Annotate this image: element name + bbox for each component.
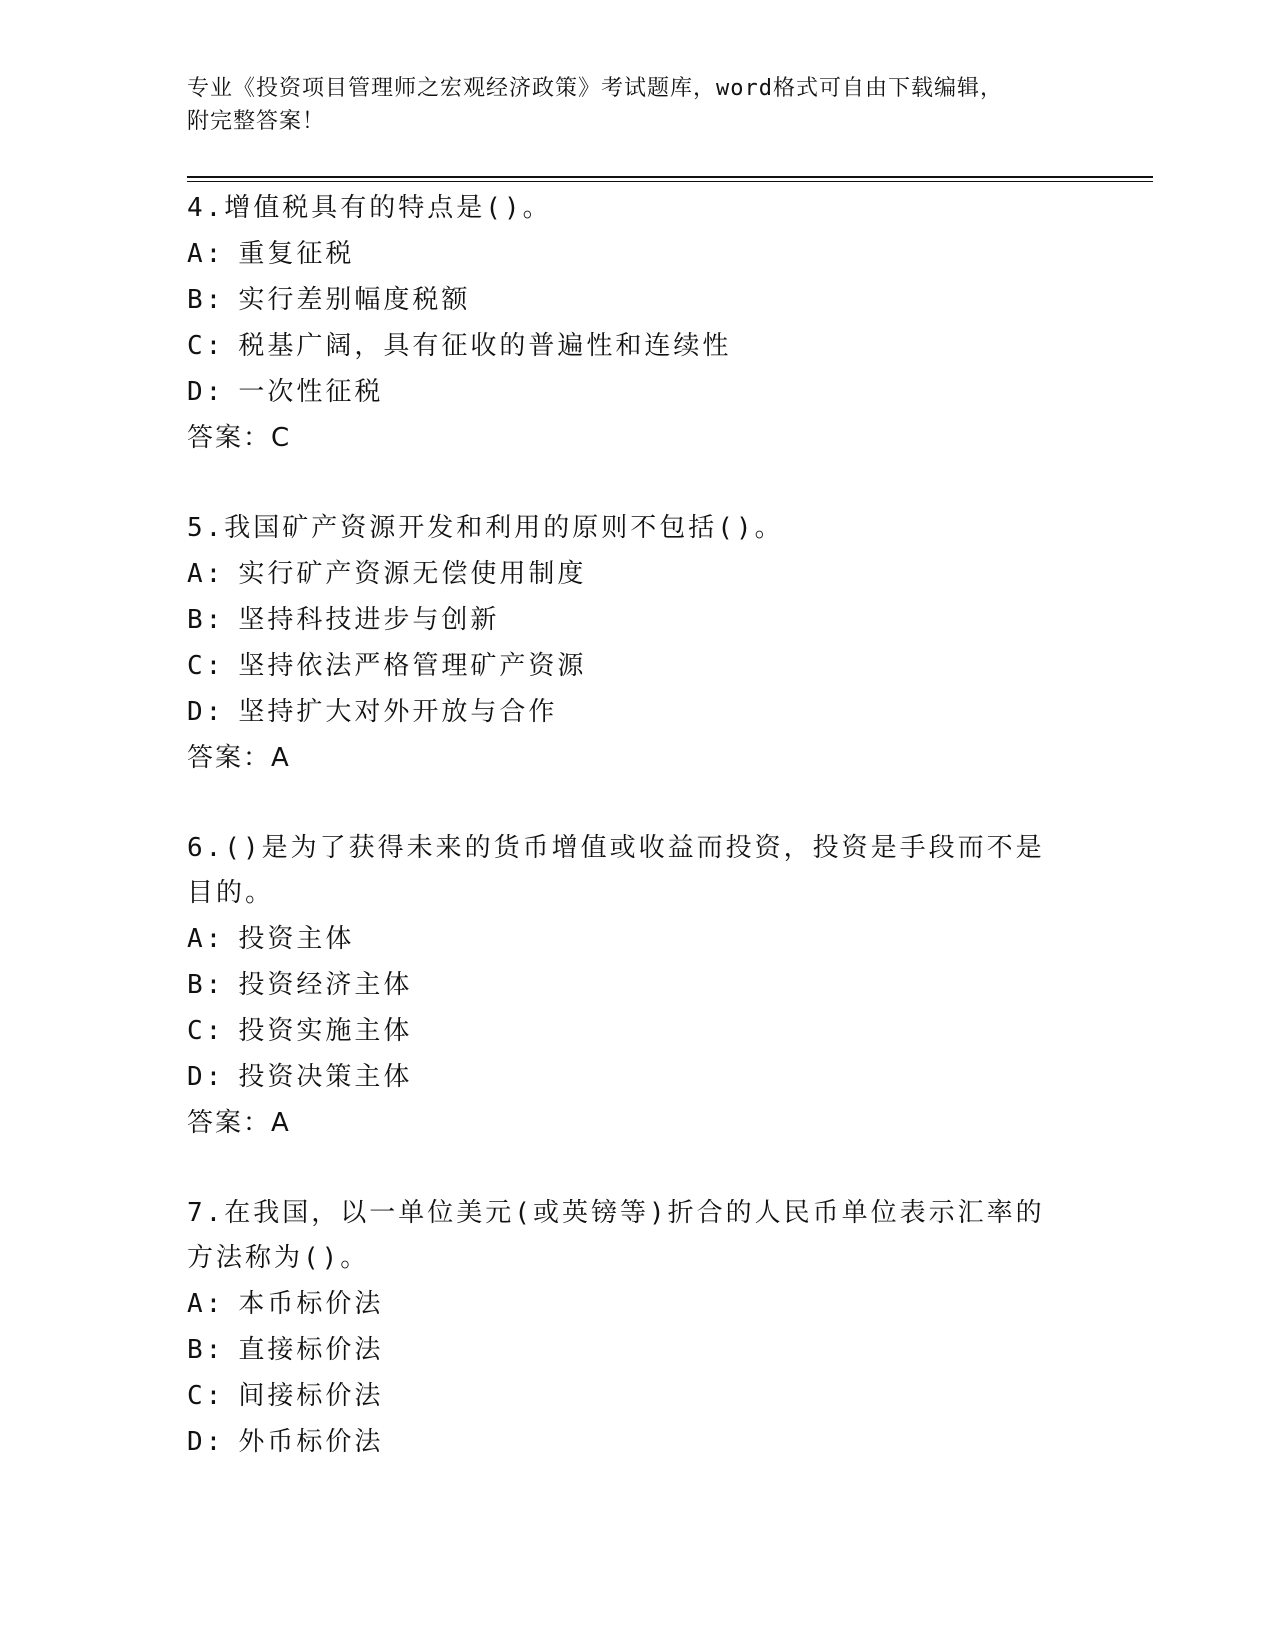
option-key: A — [187, 239, 206, 269]
option-text: 坚持扩大对外开放与合作 — [238, 697, 558, 727]
answer-text: 答案：A — [187, 743, 291, 773]
question-text: 6.()是为了获得未来的货币增值或收益而投资，投资是手段而不是目的。 — [187, 833, 1045, 908]
option-separator: : — [205, 697, 225, 727]
option-separator: : — [205, 285, 225, 315]
option-d — [187, 1419, 1067, 1465]
option-text: 直接标价法 — [238, 1335, 384, 1365]
option-text: 外币标价法 — [238, 1427, 384, 1457]
option-separator: : — [205, 1427, 225, 1457]
option-separator: : — [205, 1381, 225, 1411]
option-separator: : — [205, 651, 225, 681]
option-separator: : — [205, 970, 225, 1000]
option-key: C — [187, 651, 206, 681]
answer-text: 答案：C — [187, 423, 292, 453]
option-key: D — [187, 1062, 206, 1092]
option-key: B — [187, 285, 206, 315]
option-separator: : — [205, 559, 225, 589]
option-separator: : — [205, 1335, 225, 1365]
option-separator: : — [205, 1289, 225, 1319]
question-item — [187, 186, 1067, 461]
option-separator: : — [205, 331, 225, 361]
option-a — [187, 916, 1067, 962]
option-text: 投资经济主体 — [238, 970, 413, 1000]
answer-text: 答案：A — [187, 1108, 291, 1138]
option-text: 实行差别幅度税额 — [238, 285, 471, 315]
header-line-1: 专业《投资项目管理师之宏观经济政策》考试题库，word格式可自由下载编辑， — [187, 76, 1003, 101]
question-item — [187, 826, 1067, 1146]
option-key: C — [187, 1016, 206, 1046]
option-text: 投资决策主体 — [238, 1062, 413, 1092]
option-b — [187, 597, 1067, 643]
question-text: 5.我国矿产资源开发和利用的原则不包括()。 — [187, 513, 784, 543]
option-key: D — [187, 377, 206, 407]
option-a — [187, 1281, 1067, 1327]
question-text: 4.增值税具有的特点是()。 — [187, 193, 552, 223]
option-text: 税基广阔，具有征收的普遍性和连续性 — [238, 331, 732, 361]
header-divider — [187, 176, 1153, 182]
option-separator: : — [205, 924, 225, 954]
option-d — [187, 369, 1067, 415]
question-text: 7.在我国，以一单位美元(或英镑等)折合的人民币单位表示汇率的方法称为()。 — [187, 1198, 1045, 1273]
option-text: 本币标价法 — [238, 1289, 384, 1319]
option-c — [187, 1008, 1067, 1054]
option-c — [187, 643, 1067, 689]
option-key: A — [187, 559, 206, 589]
option-key: A — [187, 924, 206, 954]
option-text: 间接标价法 — [238, 1381, 384, 1411]
question-list — [187, 186, 1067, 1510]
option-text: 实行矿产资源无偿使用制度 — [238, 559, 587, 589]
option-key: B — [187, 1335, 206, 1365]
option-b — [187, 962, 1067, 1008]
option-a — [187, 551, 1067, 597]
option-key: D — [187, 697, 206, 727]
option-key: A — [187, 1289, 206, 1319]
option-text: 重复征税 — [238, 239, 355, 269]
option-separator: : — [205, 1062, 225, 1092]
document-header — [187, 72, 1067, 138]
option-key: C — [187, 1381, 206, 1411]
option-d — [187, 1054, 1067, 1100]
option-b — [187, 1327, 1067, 1373]
option-a — [187, 231, 1067, 277]
option-key: C — [187, 331, 206, 361]
option-text: 坚持依法严格管理矿产资源 — [238, 651, 587, 681]
question-item — [187, 506, 1067, 781]
option-separator: : — [205, 1016, 225, 1046]
option-b — [187, 277, 1067, 323]
option-c — [187, 323, 1067, 369]
option-key: B — [187, 605, 206, 635]
option-separator: : — [205, 377, 225, 407]
header-line-2: 附完整答案！ — [187, 109, 326, 134]
option-text: 坚持科技进步与创新 — [238, 605, 500, 635]
option-text: 投资实施主体 — [238, 1016, 413, 1046]
option-separator: : — [205, 239, 225, 269]
option-text: 投资主体 — [238, 924, 355, 954]
question-item — [187, 1191, 1067, 1465]
option-d — [187, 689, 1067, 735]
option-text: 一次性征税 — [238, 377, 384, 407]
option-c — [187, 1373, 1067, 1419]
option-separator: : — [205, 605, 225, 635]
option-key: B — [187, 970, 206, 1000]
option-key: D — [187, 1427, 206, 1457]
